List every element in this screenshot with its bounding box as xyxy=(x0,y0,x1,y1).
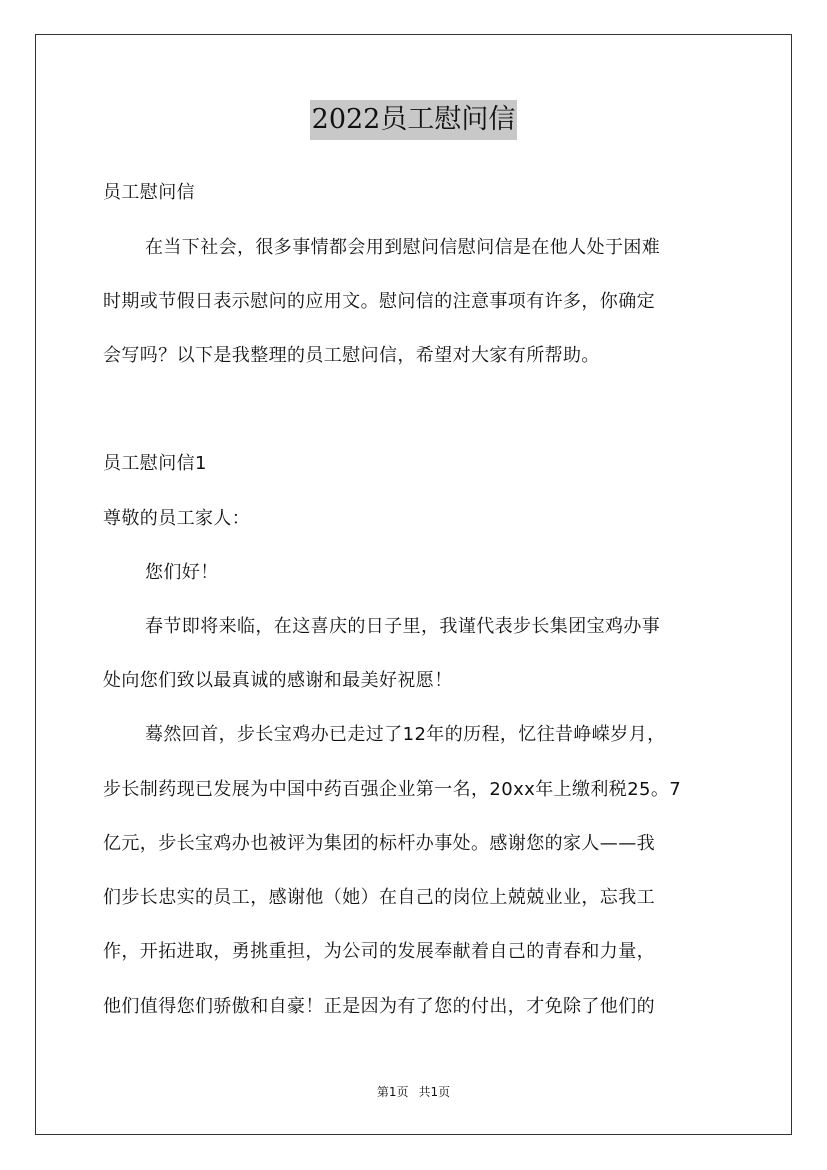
paragraph-line: 作，开拓进取，勇挑重担，为公司的发展奉献着自己的青春和力量， xyxy=(103,941,655,962)
paragraph-line: 会写吗？以下是我整理的员工慰问信，希望对大家有所帮助。 xyxy=(103,345,600,366)
page-number: 第1页 xyxy=(376,1085,409,1099)
greeting: 您们好！ xyxy=(145,562,219,583)
section-heading: 员工慰问信1 xyxy=(103,453,207,474)
paragraph-line: 蓦然回首，步长宝鸡办已走过了12年的历程，忆往昔峥嵘岁月， xyxy=(145,724,666,745)
paragraph-line: 亿元，步长宝鸡办也被评为集团的标杆办事处。感谢您的家人——我 xyxy=(103,833,655,854)
paragraph-line: 春节即将来临，在这喜庆的日子里，我谨代表步长集团宝鸡办事 xyxy=(145,616,661,637)
paragraph-line: 们步长忠实的员工，感谢他（她）在自己的岗位上兢兢业业，忘我工 xyxy=(103,887,655,908)
paragraph-line: 步长制药现已发展为中国中药百强企业第一名，20xx年上缴利税25。7 xyxy=(103,779,682,800)
paragraph-line: 在当下社会，很多事情都会用到慰问信慰问信是在他人处于困难 xyxy=(145,237,661,258)
section-heading: 员工慰问信 xyxy=(103,182,195,203)
paragraph-line: 时期或节假日表示慰问的应用文。慰问信的注意事项有许多，你确定 xyxy=(103,291,655,312)
paragraph-line: 处向您们致以最真诚的感谢和最美好祝愿！ xyxy=(103,670,453,691)
title-wrapper xyxy=(0,100,827,140)
salutation: 尊敬的员工家人： xyxy=(103,508,251,529)
page-footer xyxy=(0,1083,827,1100)
paragraph-line: 他们值得您们骄傲和自豪！正是因为有了您的付出，才免除了他们的 xyxy=(103,996,655,1017)
document-title: 2022员工慰问信 xyxy=(310,100,518,140)
page-total: 共1页 xyxy=(418,1085,451,1099)
